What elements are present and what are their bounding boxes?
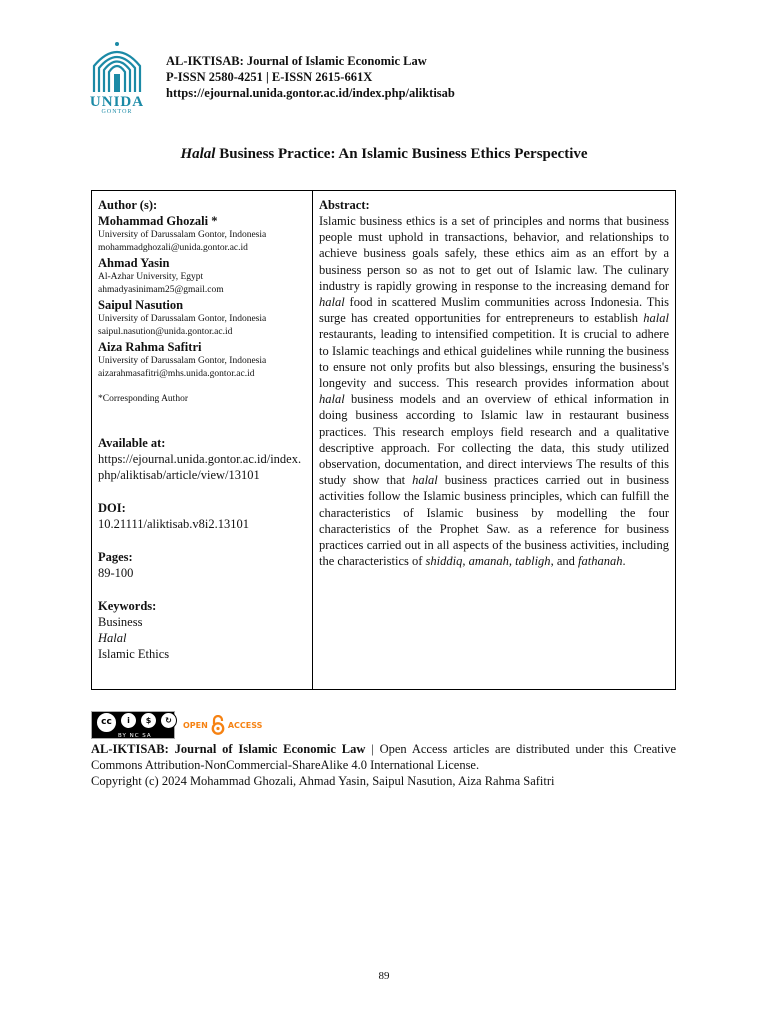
abstract-segment: , [508, 554, 516, 569]
sharealike-icon: ↻ [160, 712, 177, 729]
meta-left-column [92, 191, 313, 689]
abstract-segment: food in scattered Muslim communities across Indonesia. This surge has created opportunities for entrepreneurs to establish [319, 295, 669, 326]
creative-commons-icon: cc [96, 712, 117, 733]
keyword-item: Halal [98, 631, 127, 645]
license-statement [91, 741, 676, 789]
abstract-segment: business models and an overview of ethical information in doing business according to Islamic law in restaurant business practices. This research employs field research and a qualitative descriptive approach. For collecting the data, this study utilized observation, documentation, and direct interviews The results of this study show that [319, 392, 669, 488]
noncommercial-icon: $ [140, 712, 157, 729]
doi-value[interactable]: 10.21111/aliktisab.v8i2.13101 [98, 517, 250, 531]
authors-label: Author (s): [98, 198, 158, 212]
author-email[interactable]: mohammadghozali@unida.gontor.ac.id [98, 243, 248, 253]
author-entry [98, 297, 306, 339]
abstract-italic-term: halal [319, 392, 345, 407]
mosque-dome-icon [88, 40, 146, 96]
keyword-item: Business [98, 615, 143, 629]
author-email[interactable]: aizarahmasafitri@mhs.unida.gontor.ac.id [98, 369, 255, 379]
journal-url[interactable]: https://ejournal.unida.gontor.ac.id/index.php/aliktisab [166, 86, 455, 100]
logo-wordmark: UNIDA [89, 94, 145, 110]
journal-issn: P-ISSN 2580-4251 | E-ISSN 2615-661X [166, 70, 373, 84]
abstract-label: Abstract: [319, 198, 370, 212]
author-name: Aiza Rahma Safitri [98, 340, 202, 354]
author-entry [98, 213, 306, 255]
corresponding-author-note: *Corresponding Author [98, 394, 188, 404]
abstract-italic-term: fathanah [578, 554, 623, 569]
author-affiliation: University of Darussalam Gontor, Indonesia [98, 314, 267, 324]
abstract-text [319, 213, 669, 569]
title-italic-word: Halal [180, 146, 216, 162]
meta-right-column [313, 191, 675, 689]
author-entry [98, 255, 306, 297]
pages-value: 89-100 [98, 566, 134, 580]
abstract-segment: business practices carried out in business activities follow the Islamic business principles, which can fulfill the characteristics of Islamic business by modelling the four characteristics of the Prophet Saw. as a reference for business practices carried out in all aspects of the business activities, including the characteristics of [319, 473, 669, 569]
open-access-logo [183, 715, 262, 735]
abstract-segment: , and [550, 554, 578, 569]
cc-badge-labels: BY NC SA [118, 732, 152, 739]
author-email[interactable]: saipul.nasution@unida.gontor.ac.id [98, 327, 233, 337]
abstract-italic-term: halal [643, 311, 669, 326]
available-url[interactable]: https://ejournal.unida.gontor.ac.id/index.php/aliktisab/article/view/13101 [98, 452, 302, 482]
cc-by-nc-sa-badge[interactable] [91, 711, 175, 739]
title-rest: Business Practice: An Islamic Business Ethics Perspective [215, 146, 588, 162]
logo-subtext: GONTOR [101, 109, 133, 115]
unida-gontor-logo [88, 40, 146, 114]
author-affiliation: University of Darussalam Gontor, Indonesia [98, 230, 267, 240]
article-title [0, 146, 768, 163]
abstract-italic-term: tabligh [515, 554, 551, 569]
journal-header [166, 53, 455, 101]
journal-name: AL-IKTISAB: Journal of Islamic Economic Law [166, 54, 427, 68]
article-meta-table [91, 190, 676, 690]
cc-icon-group [96, 712, 177, 733]
copyright-line: Copyright (c) 2024 Mohammad Ghozali, Ahmad Yasin, Saipul Nasution, Aiza Rahma Safitri [91, 774, 555, 788]
keywords-label: Keywords: [98, 599, 157, 613]
license-journal-name: AL-IKTISAB: Journal of Islamic Economic Law [91, 742, 366, 756]
attribution-icon: i [120, 712, 137, 729]
abstract-segment: , [462, 554, 469, 569]
license-badges [91, 710, 262, 740]
abstract-segment: . [622, 554, 626, 569]
available-label: Available at: [98, 436, 166, 450]
author-entry [98, 339, 306, 381]
pages-label: Pages: [98, 550, 133, 564]
open-access-left: OPEN [183, 720, 208, 730]
open-access-right: ACCESS [227, 720, 263, 730]
abstract-segment: Islamic business ethics is a set of principles and norms that business people must uphold in transactions, behavior, and relationships to achieve business goals safely, these ethics aim as an effort by a business person so as not to get out of Islamic law. The culinary industry is rapidly growing in response to the increasing demand for [319, 214, 669, 293]
author-name: Mohammad Ghozali * [98, 214, 218, 228]
keyword-item: Islamic Ethics [98, 647, 170, 661]
license-paragraph [91, 741, 676, 773]
open-lock-icon [211, 715, 225, 735]
author-affiliation: University of Darussalam Gontor, Indonesia [98, 356, 267, 366]
author-name: Ahmad Yasin [98, 256, 170, 270]
abstract-italic-term: halal [412, 473, 438, 488]
abstract-italic-term: amanah [468, 554, 509, 569]
author-affiliation: Al-Azhar University, Egypt [98, 272, 204, 282]
abstract-segment: restaurants, leading to intensified competition. It is crucial to adhere to Islamic teachings and ethical guidelines while running the business to ensure not only profits but also blessings, ensuring the business's longevity and success. This research provides information about [319, 327, 669, 391]
author-email[interactable]: ahmadyasinimam25@gmail.com [98, 285, 224, 295]
abstract-italic-term: shiddiq [425, 554, 463, 569]
page-number: 89 [378, 970, 390, 982]
author-name: Saipul Nasution [98, 298, 184, 312]
abstract-italic-term: halal [319, 295, 345, 310]
license-text: | Open Access articles are distributed under this Creative Commons Attribution-NonCommercial-ShareAlike 4.0 International License. [91, 742, 677, 772]
doi-label: DOI: [98, 501, 126, 515]
